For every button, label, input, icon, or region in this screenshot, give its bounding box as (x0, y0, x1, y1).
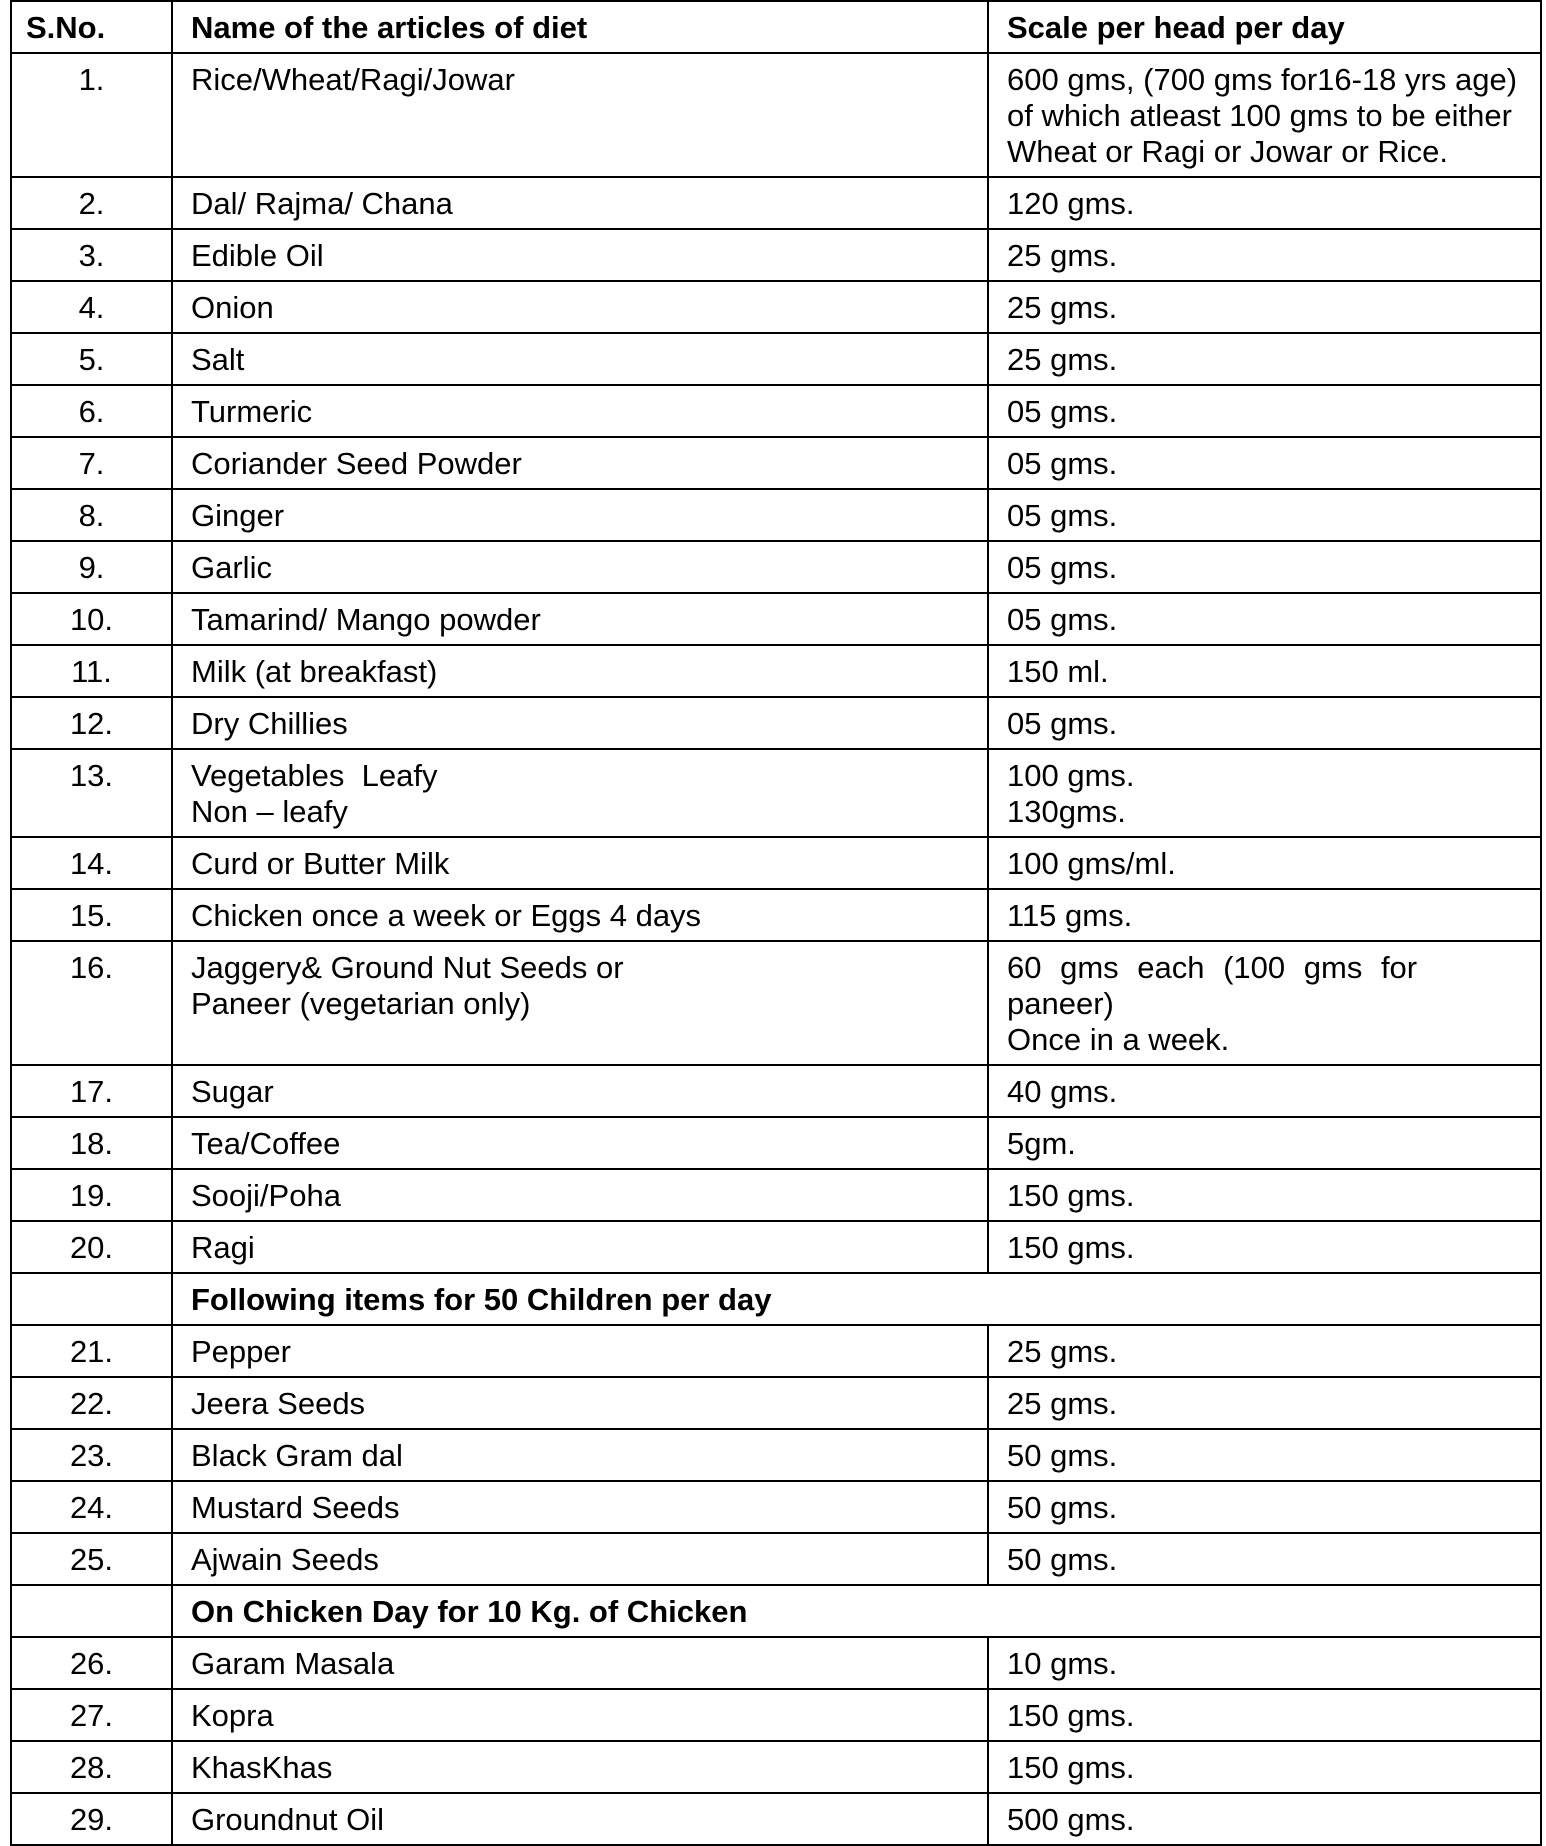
row-sno: 8. (11, 489, 172, 541)
article-line: Non – leafy (191, 794, 348, 829)
table-row (11, 1793, 1541, 1845)
row-scale (988, 281, 1541, 333)
row-sno: 23. (11, 1429, 172, 1481)
row-scale (988, 437, 1541, 489)
row-sno: 14. (11, 837, 172, 889)
table-row (11, 1377, 1541, 1429)
row-sno: 9. (11, 541, 172, 593)
scale-line: 150 ml. (1007, 654, 1109, 689)
article-line: Sugar (191, 1074, 274, 1109)
row-scale: 500 gms. (988, 1793, 1541, 1845)
row-sno: 28. (11, 1741, 172, 1793)
table-row (11, 281, 1541, 333)
row-sno: 17. (11, 1065, 172, 1117)
row-scale (988, 489, 1541, 541)
article-line: Coriander Seed Powder (191, 446, 522, 481)
row-sno: 18. (11, 1117, 172, 1169)
row-scale (988, 53, 1541, 177)
article-line: Chicken once a week or Eggs 4 days (191, 898, 702, 933)
article-line: Tea/Coffee (191, 1126, 341, 1161)
article-line: Jaggery& Ground Nut Seeds or (191, 950, 624, 985)
article-line: Edible Oil (191, 238, 324, 273)
row-sno: 4. (11, 281, 172, 333)
table-row (11, 1429, 1541, 1481)
scale-line: 130gms. (1007, 794, 1126, 829)
table-row (11, 645, 1541, 697)
row-article (172, 53, 988, 177)
row-sno: 16. (11, 941, 172, 1065)
article-line: Garlic (191, 550, 272, 585)
scale-line: 40 gms. (1007, 1074, 1118, 1109)
table-row (11, 53, 1541, 177)
scale-line: 115 gms. (1007, 898, 1133, 933)
table-row (11, 229, 1541, 281)
table-row (11, 1221, 1541, 1273)
table-row (11, 1065, 1541, 1117)
row-scale (988, 1221, 1541, 1273)
table-row (11, 333, 1541, 385)
row-scale (988, 385, 1541, 437)
row-scale (988, 837, 1541, 889)
scale-line: 60 gms each (100 gms for paneer) (1007, 950, 1436, 1021)
scale-line: 25 gms. (1007, 290, 1118, 325)
row-article (172, 489, 988, 541)
scale-line: 05 gms. (1007, 394, 1118, 429)
table-row (11, 1533, 1541, 1585)
row-article: Jeera Seeds (172, 1377, 988, 1429)
row-sno: 5. (11, 333, 172, 385)
article-line: Salt (191, 342, 245, 377)
row-article (172, 281, 988, 333)
row-sno: 1. (11, 53, 172, 177)
row-article (172, 437, 988, 489)
table-row (11, 385, 1541, 437)
row-scale (988, 941, 1541, 1065)
row-scale: 50 gms. (988, 1533, 1541, 1585)
row-scale (988, 1169, 1541, 1221)
row-sno: 6. (11, 385, 172, 437)
article-line: Rice/Wheat/Ragi/Jowar (191, 62, 515, 97)
diet-scale-table (10, 0, 1542, 1846)
row-sno: 10. (11, 593, 172, 645)
scale-line: 25 gms. (1007, 342, 1118, 377)
scale-line: of which atleast 100 gms to be either (1007, 98, 1512, 133)
scale-line: Wheat or Ragi or Jowar or Rice. (1007, 134, 1449, 169)
table-row (11, 889, 1541, 941)
table-row (11, 1169, 1541, 1221)
article-line: Curd or Butter Milk (191, 846, 450, 881)
row-scale (988, 645, 1541, 697)
section-sno-empty (11, 1273, 172, 1325)
article-line: Dal/ Rajma/ Chana (191, 186, 453, 221)
article-line: Vegetables Leafy (191, 758, 438, 793)
row-scale: 150 gms. (988, 1689, 1541, 1741)
article-line: Sooji/Poha (191, 1178, 341, 1213)
row-sno: 21. (11, 1325, 172, 1377)
scale-line: 150 gms. (1007, 1230, 1135, 1265)
row-scale: 150 gms. (988, 1741, 1541, 1793)
row-article: Black Gram dal (172, 1429, 988, 1481)
row-article (172, 941, 988, 1065)
table-row (11, 1481, 1541, 1533)
row-article: Garam Masala (172, 1637, 988, 1689)
article-line: Tamarind/ Mango powder (191, 602, 541, 637)
row-article: Mustard Seeds (172, 1481, 988, 1533)
scale-line: 05 gms. (1007, 602, 1118, 637)
row-scale (988, 333, 1541, 385)
row-scale (988, 229, 1541, 281)
row-scale (988, 177, 1541, 229)
row-article (172, 1169, 988, 1221)
row-article (172, 385, 988, 437)
row-article (172, 697, 988, 749)
table-row (11, 941, 1541, 1065)
table-row (11, 489, 1541, 541)
row-scale: 50 gms. (988, 1429, 1541, 1481)
row-article: Ajwain Seeds (172, 1533, 988, 1585)
row-article (172, 541, 988, 593)
row-article: Kopra (172, 1689, 988, 1741)
scale-line: 25 gms. (1007, 238, 1118, 273)
row-sno: 2. (11, 177, 172, 229)
header-article: Name of the articles of diet (172, 1, 988, 53)
row-scale (988, 697, 1541, 749)
table-row (11, 437, 1541, 489)
section-sno-empty (11, 1585, 172, 1637)
scale-line: 120 gms. (1007, 186, 1135, 221)
table-row (11, 593, 1541, 645)
row-scale (988, 541, 1541, 593)
article-line: Dry Chillies (191, 706, 348, 741)
row-article: KhasKhas (172, 1741, 988, 1793)
row-article (172, 889, 988, 941)
table-row (11, 697, 1541, 749)
table-row (11, 1741, 1541, 1793)
row-sno: 15. (11, 889, 172, 941)
scale-line: 100 gms/ml. (1007, 846, 1176, 881)
row-article (172, 229, 988, 281)
row-sno: 19. (11, 1169, 172, 1221)
scale-line: 05 gms. (1007, 550, 1118, 585)
row-sno: 12. (11, 697, 172, 749)
table-row (11, 177, 1541, 229)
row-scale: 25 gms. (988, 1377, 1541, 1429)
scale-line: 150 gms. (1007, 1178, 1135, 1213)
section-header-chicken (11, 1585, 1541, 1637)
article-line: Paneer (vegetarian only) (191, 986, 531, 1021)
table-row (11, 1325, 1541, 1377)
article-line: Onion (191, 290, 274, 325)
row-sno: 7. (11, 437, 172, 489)
scale-line: Once in a week. (1007, 1022, 1230, 1057)
row-scale (988, 1065, 1541, 1117)
row-article (172, 837, 988, 889)
section-title-children: Following items for 50 Children per day (172, 1273, 1541, 1325)
scale-line: 100 gms. (1007, 758, 1135, 793)
scale-line: 05 gms. (1007, 706, 1118, 741)
row-article (172, 593, 988, 645)
row-article (172, 645, 988, 697)
row-sno: 11. (11, 645, 172, 697)
scale-line: 5gm. (1007, 1126, 1076, 1161)
article-line: Milk (at breakfast) (191, 654, 438, 689)
table-row (11, 1117, 1541, 1169)
row-article (172, 1065, 988, 1117)
row-sno: 26. (11, 1637, 172, 1689)
row-article (172, 1221, 988, 1273)
scale-line: 05 gms. (1007, 446, 1118, 481)
table-row (11, 541, 1541, 593)
row-scale (988, 749, 1541, 837)
table-row (11, 749, 1541, 837)
row-sno: 29. (11, 1793, 172, 1845)
row-article: Pepper (172, 1325, 988, 1377)
row-sno: 25. (11, 1533, 172, 1585)
row-sno: 22. (11, 1377, 172, 1429)
row-scale (988, 1117, 1541, 1169)
row-sno: 13. (11, 749, 172, 837)
table-row (11, 1689, 1541, 1741)
row-scale: 50 gms. (988, 1481, 1541, 1533)
section-header-children (11, 1273, 1541, 1325)
header-scale: Scale per head per day (988, 1, 1541, 53)
row-article: Groundnut Oil (172, 1793, 988, 1845)
header-sno: S.No. (11, 1, 172, 53)
table-header-row (11, 1, 1541, 53)
section-title-chicken: On Chicken Day for 10 Kg. of Chicken (172, 1585, 1541, 1637)
article-line: Ragi (191, 1230, 255, 1265)
article-line: Ginger (191, 498, 285, 533)
row-sno: 3. (11, 229, 172, 281)
row-article (172, 1117, 988, 1169)
row-sno: 20. (11, 1221, 172, 1273)
table-row (11, 1637, 1541, 1689)
article-line: Turmeric (191, 394, 313, 429)
row-scale: 25 gms. (988, 1325, 1541, 1377)
row-scale (988, 889, 1541, 941)
row-article (172, 333, 988, 385)
table-row (11, 837, 1541, 889)
row-sno: 27. (11, 1689, 172, 1741)
row-article (172, 749, 988, 837)
scale-line: 05 gms. (1007, 498, 1118, 533)
row-sno: 24. (11, 1481, 172, 1533)
row-scale: 10 gms. (988, 1637, 1541, 1689)
scale-line: 600 gms, (700 gms for16-18 yrs age) (1007, 62, 1518, 97)
row-article (172, 177, 988, 229)
row-scale (988, 593, 1541, 645)
